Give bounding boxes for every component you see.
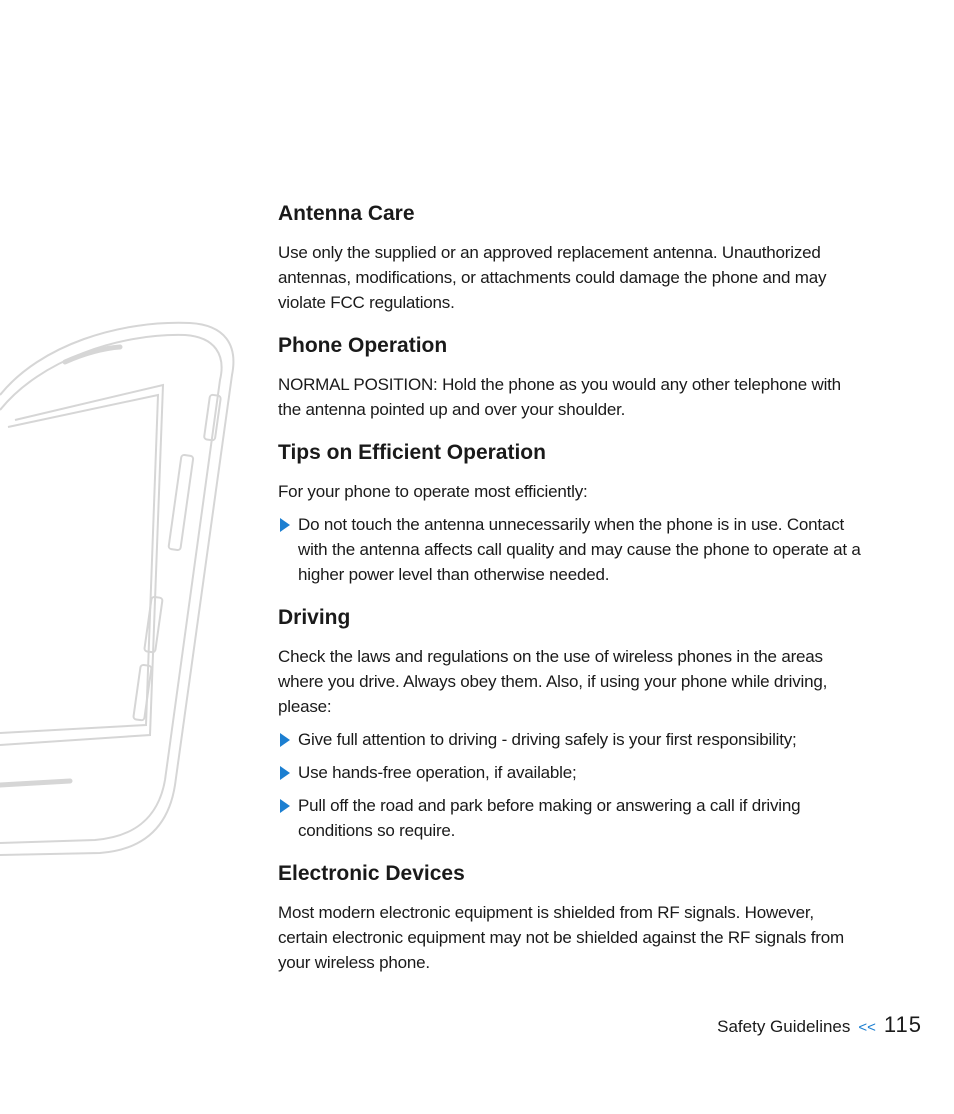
list-item (278, 727, 868, 752)
list-item-text: Pull off the road and park before making or answering a call if driving conditions so require. (298, 796, 801, 840)
paragraph: Use only the supplied or an approved replacement antenna. Unauthorized antennas, modifications, or attachments could damage the phone and may violate FCC regulations. (278, 243, 827, 312)
phone-outline-illustration (0, 315, 240, 860)
section-electronic-devices (278, 860, 868, 975)
document-body (278, 200, 868, 992)
section-antenna-care (278, 200, 868, 315)
list-item (278, 512, 868, 587)
paragraph: NORMAL POSITION: Hold the phone as you would any other telephone with the antenna pointed up and over your shoulder. (278, 375, 841, 419)
paragraph: For your phone to operate most efficiently: (278, 482, 588, 501)
section-heading: Electronic Devices (278, 862, 465, 885)
bullet-list (278, 512, 868, 587)
page-number: 115 (883, 1012, 922, 1037)
page-footer (717, 1012, 922, 1038)
bullet-list (278, 727, 868, 843)
list-item (278, 760, 868, 785)
section-heading: Tips on Efficient Operation (278, 441, 546, 464)
section-heading: Antenna Care (278, 202, 415, 225)
list-item-text: Give full attention to driving - driving safely is your first responsibility; (298, 730, 797, 749)
section-driving (278, 604, 868, 843)
triangle-bullet-icon (280, 766, 290, 780)
chevron-left-double-icon: << (858, 1019, 876, 1036)
section-heading: Phone Operation (278, 334, 448, 357)
triangle-bullet-icon (280, 733, 290, 747)
list-item-text: Use hands-free operation, if available; (298, 763, 577, 782)
section-phone-operation (278, 332, 868, 422)
paragraph: Check the laws and regulations on the use of wireless phones in the areas where you drive. Always obey them. Also, if using your phone while driving, please: (278, 647, 828, 716)
triangle-bullet-icon (280, 799, 290, 813)
list-item-text: Do not touch the antenna unnecessarily when the phone is in use. Contact with the antenna affects call quality and may cause the phone to operate at a higher power level than otherwise needed. (298, 515, 861, 584)
footer-section-title: Safety Guidelines (717, 1017, 851, 1036)
triangle-bullet-icon (280, 518, 290, 532)
list-item (278, 793, 868, 843)
section-tips-efficient-operation (278, 439, 868, 587)
section-heading: Driving (278, 606, 351, 629)
paragraph: Most modern electronic equipment is shielded from RF signals. However, certain electronic equipment may not be shielded against the RF signals from your wireless phone. (278, 903, 844, 972)
